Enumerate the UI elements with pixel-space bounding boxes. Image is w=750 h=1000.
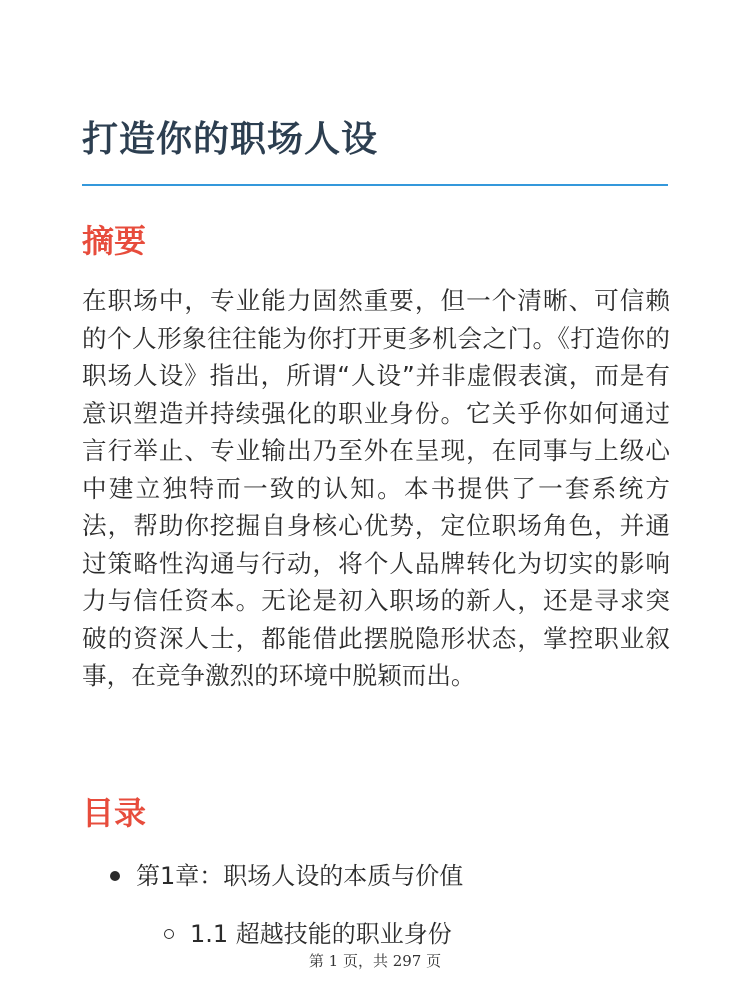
toc-section-label: 1.1 超越技能的职业身份 xyxy=(190,920,452,948)
toc-list xyxy=(108,856,668,954)
title-divider xyxy=(82,184,668,186)
toc-section-item[interactable] xyxy=(162,914,668,954)
page-number-footer: 第 1 页，共 297 页 xyxy=(308,952,442,970)
toc-sublist xyxy=(162,914,668,954)
bullet-disc-icon xyxy=(110,871,120,881)
toc-chapter-label: 第1章：职场人设的本质与价值 xyxy=(136,862,464,890)
bullet-circle-icon xyxy=(164,929,174,939)
book-title: 打造你的职场人设 xyxy=(82,119,379,160)
abstract-paragraph: 在职场中，专业能力固然重要，但一个清晰、可信赖的个人形象往往能为你打开更多机会之门。《打造你的职场人设》指出，所谓“人设”并非虚假表演，而是有意识塑造并持续强化的职业身份。它关乎你如何通过言行举止、专业输出乃至外在呈现，在同事与上级心中建立独特而一致的认知。本书提供了一套系统方法，帮助你挖掘自身核心优势，定位职场角色，并通过策略性沟通与行动，将个人品牌转化为切实的影响力与信任资本。无论是初入职场的新人，还是寻求突破的资深人士，都能借此摆脱隐形状态，掌控职业叙事，在竞争激烈的环境中脱颖而出。 xyxy=(82,286,670,690)
abstract-heading: 摘要 xyxy=(82,222,147,260)
toc-heading: 目录 xyxy=(82,794,147,832)
toc-chapter-item[interactable] xyxy=(108,856,668,954)
